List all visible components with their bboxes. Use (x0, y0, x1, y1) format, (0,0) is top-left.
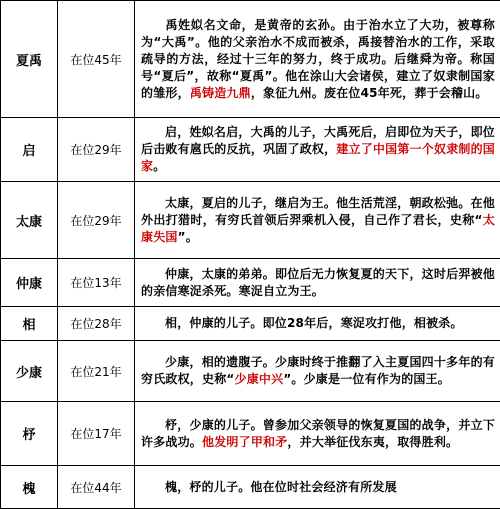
description-text-after: ”。少康是一位有作为的国王。 (283, 372, 450, 386)
description-highlight: 建立了中国第一个奴隶制的国家 (141, 142, 495, 173)
table-row (1, 307, 500, 341)
description-text: 杼，少康的儿子。曾参加父亲领导的恢复夏国的战争，并立下许多战功。 (141, 418, 495, 449)
ruler-description (135, 307, 500, 341)
description-text: 少康，相的遗腹子。少康时终于推翻了入主夏国四十多年的有穷氏政权，史称“ (141, 355, 495, 386)
reign-length: 在位21年 (58, 341, 135, 402)
description-text-after: ，象征九州。废在位45年死，葬于会稽山。 (251, 86, 488, 100)
description-highlight: 太康失国 (141, 213, 495, 244)
ruler-description (135, 466, 500, 509)
description-highlight: 禹铸造九鼎 (190, 86, 251, 100)
reign-length: 在位29年 (58, 182, 135, 259)
table-row (1, 1, 500, 118)
table-row (1, 341, 500, 402)
ruler-name: 槐 (1, 466, 58, 509)
description-text: 禹姓姒名文命，是黄帝的玄孙。由于治水立了大功，被尊称为“大禹”。他的父亲治水不成而被杀，禹接替治水的工作，采取疏导的方法，经过十三年的努力，终于成功。后继舜为帝。称国号“夏后”，故称“夏禹”。他在涂山大会诸侯，建立了奴隶制国家的雏形， (141, 18, 495, 100)
reign-length: 在位17年 (58, 402, 135, 466)
ruler-description (135, 259, 500, 307)
ruler-description (135, 118, 500, 182)
table-row (1, 182, 500, 259)
description-highlight: 少康中兴 (235, 372, 284, 386)
ruler-description (135, 182, 500, 259)
description-text-after: 。 (153, 159, 165, 173)
table-row (1, 466, 500, 509)
ruler-description (135, 1, 500, 118)
ruler-name: 相 (1, 307, 58, 341)
description-text: 相，仲康的儿子。即位28年后，寒浞攻打他，相被杀。 (165, 316, 463, 330)
table-row (1, 259, 500, 307)
ruler-description (135, 341, 500, 402)
ruler-name: 启 (1, 118, 58, 182)
description-highlight: 他发明了甲和矛 (202, 435, 287, 449)
description-text-after: ，并大举征伐东夷，取得胜利。 (287, 435, 458, 449)
reign-length: 在位28年 (58, 307, 135, 341)
reign-length: 在位45年 (58, 1, 135, 118)
description-text: 太康，夏启的儿子，继启为王。他生活荒淫，朝政松弛。在他外出打猎时，有穷氏首领后羿乘机入侵，自己作了君长，史称“ (141, 196, 495, 227)
table-row (1, 402, 500, 466)
ruler-name: 少康 (1, 341, 58, 402)
description-text: 仲康，太康的弟弟。即位后无力恢复夏的天下，这时后羿被他的亲信寒浞杀死。寒浞自立为王。 (141, 267, 495, 298)
reign-length: 在位29年 (58, 118, 135, 182)
reign-length: 在位13年 (58, 259, 135, 307)
ruler-name: 杼 (1, 402, 58, 466)
ruler-name: 仲康 (1, 259, 58, 307)
description-text: 启，姓姒名启，大禹的儿子，大禹死后，启即位为天子，即位后击败有扈氏的反抗，巩固了政权， (141, 125, 495, 156)
ruler-name: 太康 (1, 182, 58, 259)
table-row (1, 118, 500, 182)
ruler-description (135, 402, 500, 466)
reign-length: 在位44年 (58, 466, 135, 509)
ruler-name: 夏禹 (1, 1, 58, 118)
description-text: 槐，杼的儿子。他在位时社会经济有所发展 (165, 480, 397, 494)
description-text-after: ”。 (178, 230, 198, 244)
